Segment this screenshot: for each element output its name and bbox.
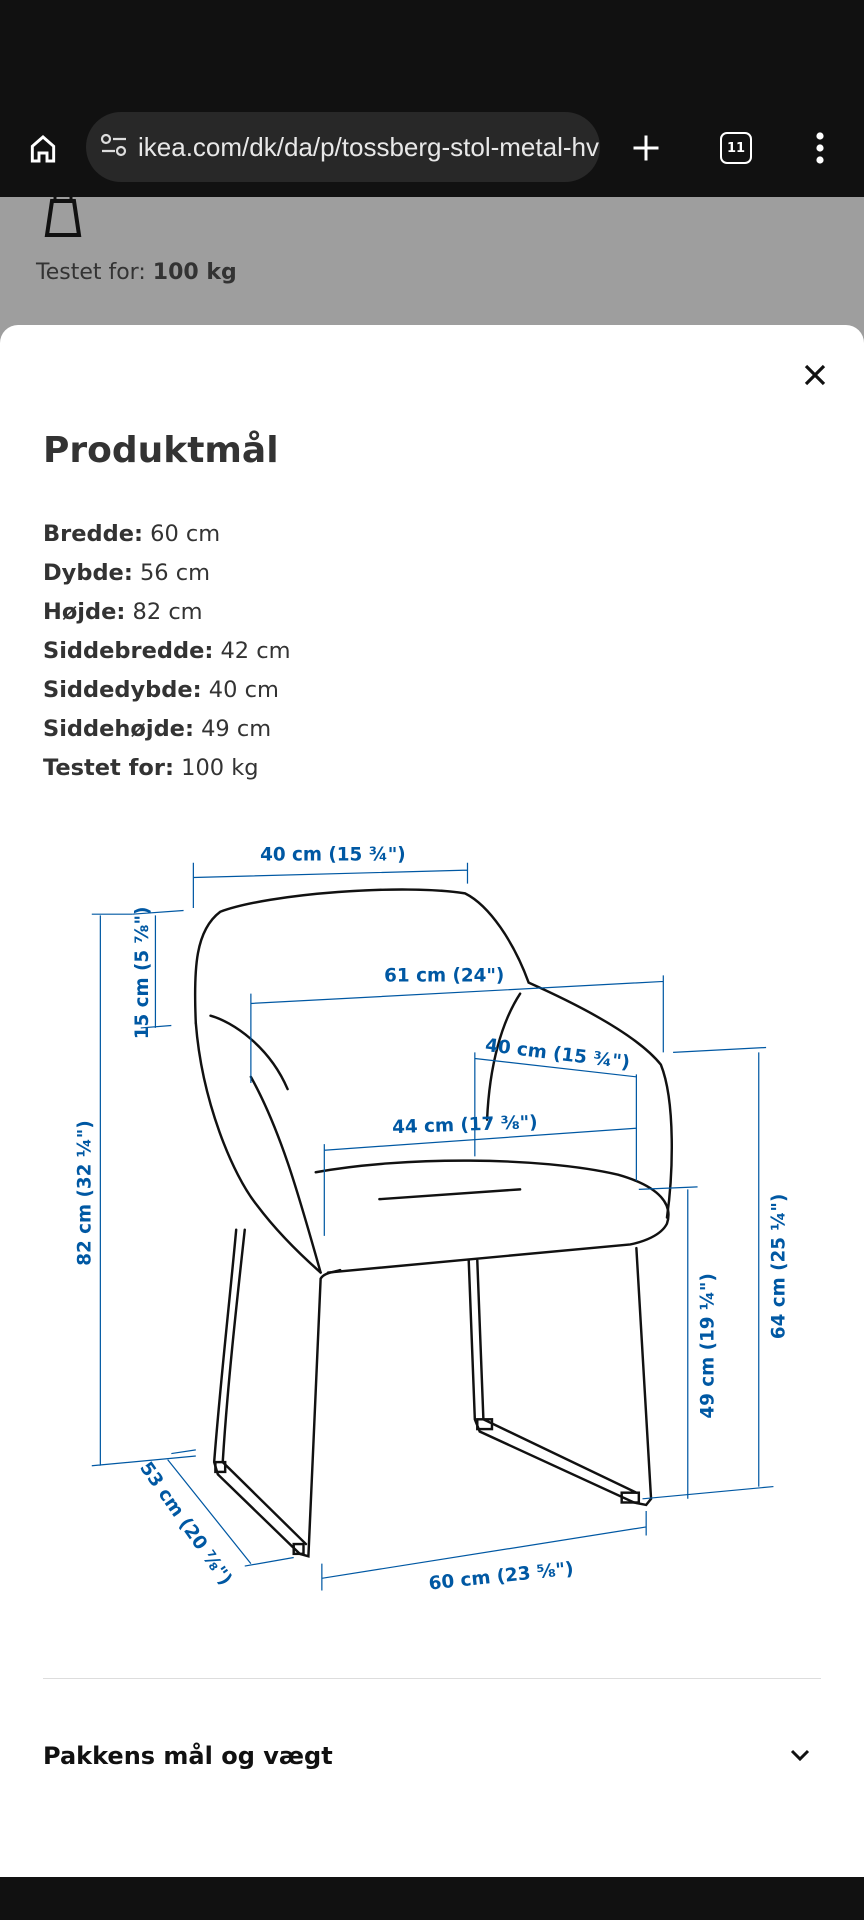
dimension-value: 82 cm — [132, 599, 203, 625]
site-settings-icon[interactable] — [100, 133, 128, 161]
dimension-labels — [75, 844, 790, 1594]
label-back-height: 15 cm (5 ⅞") — [132, 906, 154, 1040]
url-text[interactable]: ikea.com/dk/da/p/tossberg-stol-metal-hv — [138, 131, 599, 162]
dimension-label: Bredde: — [43, 521, 143, 547]
dimension-value: 49 cm — [201, 716, 272, 742]
weight-icon — [40, 197, 90, 239]
dimension-value: 60 cm — [150, 521, 221, 547]
tab-switcher-button[interactable] — [720, 132, 752, 164]
dimension-value: 100 kg — [181, 755, 259, 781]
dimension-value: 56 cm — [139, 560, 211, 586]
label-arm-height: 64 cm (25 ¼") — [768, 1193, 790, 1340]
label-back-width: 40 cm (15 ¾") — [260, 844, 406, 866]
dimension-row — [43, 515, 291, 554]
dimension-label: Testet for: — [43, 755, 174, 781]
home-icon[interactable] — [22, 128, 64, 170]
dimension-row — [43, 554, 291, 593]
label-seat-height: 49 cm (19 ¼") — [697, 1273, 719, 1419]
tab-count: 11 — [726, 140, 746, 156]
dimension-row — [43, 632, 291, 671]
menu-icon[interactable] — [805, 127, 835, 169]
dimension-row — [43, 749, 291, 788]
close-icon — [795, 355, 835, 395]
dimension-label: Højde: — [43, 599, 126, 625]
divider — [43, 1678, 821, 1679]
label-seat-depth: 40 cm (15 ¾") — [483, 1034, 632, 1074]
dimension-label: Siddehøjde: — [43, 716, 194, 742]
chair-dimension-diagram — [0, 820, 864, 1615]
navigation-bar — [0, 1877, 864, 1920]
address-bar[interactable] — [86, 112, 600, 182]
sheet-title: Produktmål — [43, 430, 279, 471]
dimension-value: 42 cm — [220, 638, 291, 664]
dimension-list — [43, 515, 291, 788]
dimension-row — [43, 593, 291, 632]
close-button[interactable] — [795, 355, 835, 395]
label-seat-width: 44 cm (17 ⅜") — [391, 1112, 538, 1139]
chevron-down-icon[interactable] — [785, 1740, 815, 1770]
tested-for-text: Testet for: 100 kg — [36, 260, 237, 285]
dimension-value: 40 cm — [208, 677, 279, 703]
dimension-label: Siddebredde: — [43, 638, 214, 664]
dimension-label: Dybde: — [43, 560, 133, 586]
package-dimensions-accordion[interactable]: Pakkens mål og vægt — [43, 1742, 333, 1770]
dimension-row — [43, 710, 291, 749]
dimension-row — [43, 671, 291, 710]
label-width: 60 cm (23 ⅝") — [427, 1558, 575, 1595]
new-tab-button[interactable] — [625, 127, 667, 169]
label-depth: 53 cm (20 ⅞") — [135, 1458, 236, 1590]
chair-drawing — [195, 890, 672, 1557]
label-total-height: 82 cm (32 ¼") — [74, 1120, 96, 1266]
dimension-label: Siddedybde: — [43, 677, 202, 703]
label-arm-width: 61 cm (24") — [384, 965, 505, 987]
status-bar — [0, 0, 864, 100]
